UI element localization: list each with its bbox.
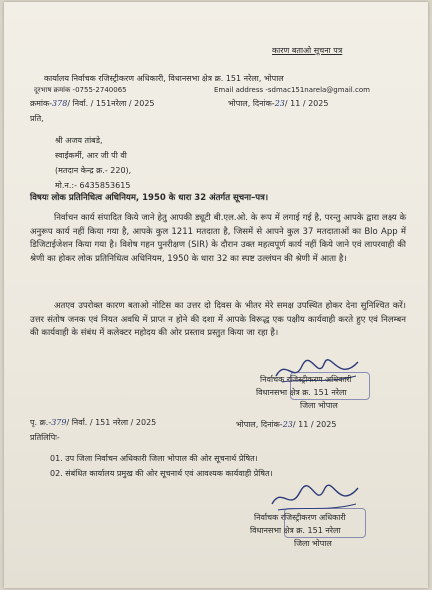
body-paragraph-2: अतएव उपरोक्त कारण बताओ नोटिस का उत्तर दो दिवस के भीतर मेरे समक्ष उपस्थित होकर देना सुनिश्चित करें। उत्तर संतोष जनक एवं नियत अवधि में प्राप्त न होने की दशा में आपके विरूद्ध एक पक्षीय कार्यवाही करते हुए एवं निलम्बन की कार्यवाही के संबंध में कलेक्टर महोदय की ओर प्रस्ताव प्रस्तुत किया जा रहा है। — [30, 301, 406, 339]
sign-2-designation: निर्वाचक रजिस्ट्रीकरण अधिकारी — [254, 513, 346, 522]
copy-date-line — [236, 421, 336, 429]
copy-ref-label: पृ. क्र.- — [30, 418, 52, 427]
phone-line: दूरभाष क्रमांक -0755-2740065 — [34, 86, 127, 94]
sign-2-constituency: विधानसभा क्षेत्र क्र. 151 नरेला — [250, 526, 341, 535]
copy-place-date-label: भोपाल, दिनांक- — [236, 420, 283, 429]
copy-to-label: प्रतिलिपिः- — [30, 433, 60, 442]
addressee-booth: (मतदान केन्द्र क्र.- 220), — [55, 166, 132, 175]
copy-ref-line — [30, 419, 156, 427]
sign-1-district: जिला भोपाल — [300, 401, 338, 410]
copy-item-2: 02. संबंधित कार्यालय प्रमुख की ओर सूचनार्थ एवं आवश्यक कार्यवाही प्रेषित। — [50, 469, 273, 478]
date-handwritten: 23 — [274, 99, 285, 108]
to-label: प्रति, — [30, 114, 44, 123]
date-line — [228, 100, 328, 108]
place-date-label: भोपाल, दिनांक- — [228, 99, 275, 108]
copy-ref-suffix: / निर्वा. / 151 नरेला / 2025 — [66, 418, 157, 427]
letter-page — [4, 2, 428, 588]
copy-ref-handwritten: 379 — [51, 418, 67, 427]
ref-suffix: / निर्वा. / 151नरेला / 2025 — [67, 99, 155, 108]
copy-item-1: 01. उप जिला निर्वाचन अधिकारी जिला भोपाल की ओर सूचनार्थ प्रेषित। — [50, 454, 258, 463]
ref-line — [30, 100, 155, 108]
addressee-post: स्वाईकर्मी, आर जी पी वी — [55, 151, 127, 160]
addressee-name: श्री अजय तांबडे, — [55, 136, 103, 145]
ref-number-handwritten: 378 — [52, 99, 68, 108]
sign-1-designation: निर्वाचक रजिस्ट्रीकरण अधिकारी — [260, 375, 352, 384]
office-line: कार्यालय निर्वाचक रजिस्ट्रीकरण अधिकारी, विधानसभा क्षेत्र क्र. 151 नरेला, भोपाल — [44, 74, 284, 83]
date-suffix: / 11 / 2025 — [284, 99, 329, 108]
notice-heading: कारण बताओ सूचना पत्र — [272, 46, 343, 55]
copy-date-suffix: / 11 / 2025 — [292, 420, 337, 429]
copy-date-handwritten: 23 — [282, 420, 293, 429]
subject-line: विषयः लोक प्रतिनिधित्व अधिनियम, 1950 के धारा 32 अंतर्गत सूचना–पत्र। — [30, 193, 269, 203]
body-paragraph-1: निर्वाचन कार्य संपादित किये जाने हेतु आपकी ड्यूटी बी.एल.ओ. के रूप में लगाई गई है, परन्तु आपके द्वारा लक्ष्य के अनुरूप कार्य नहीं किया गया है, आपके कुल 1211 मतदाता है, जिसमें से आपने कुल 37 मतदाताओं का Blo App में डिजिटाईजेशन किया गया है। विशेष गहन पुनरीक्षण (SIR) के दौरान उक्त महत्वपूर्ण कार्य नहीं किये जाने एवं लापरवाही की श्रेणी का होकर लोक प्रतिनिधित्व अधिनियम, 1950 के धारा 32 का स्पष्ट उल्लंघन की श्रेणी में आता है। — [30, 213, 406, 264]
ref-label: क्रमांक- — [30, 99, 53, 108]
sign-2-district: जिला भोपाल — [294, 539, 332, 548]
addressee-mobile: मो.न.:- 6435853615 — [55, 181, 131, 190]
email-line: Email address -sdmac151narela@gmail.com — [214, 86, 370, 94]
sign-1-constituency: विधानसभा क्षेत्र क्र. 151 नरेला — [256, 388, 347, 397]
